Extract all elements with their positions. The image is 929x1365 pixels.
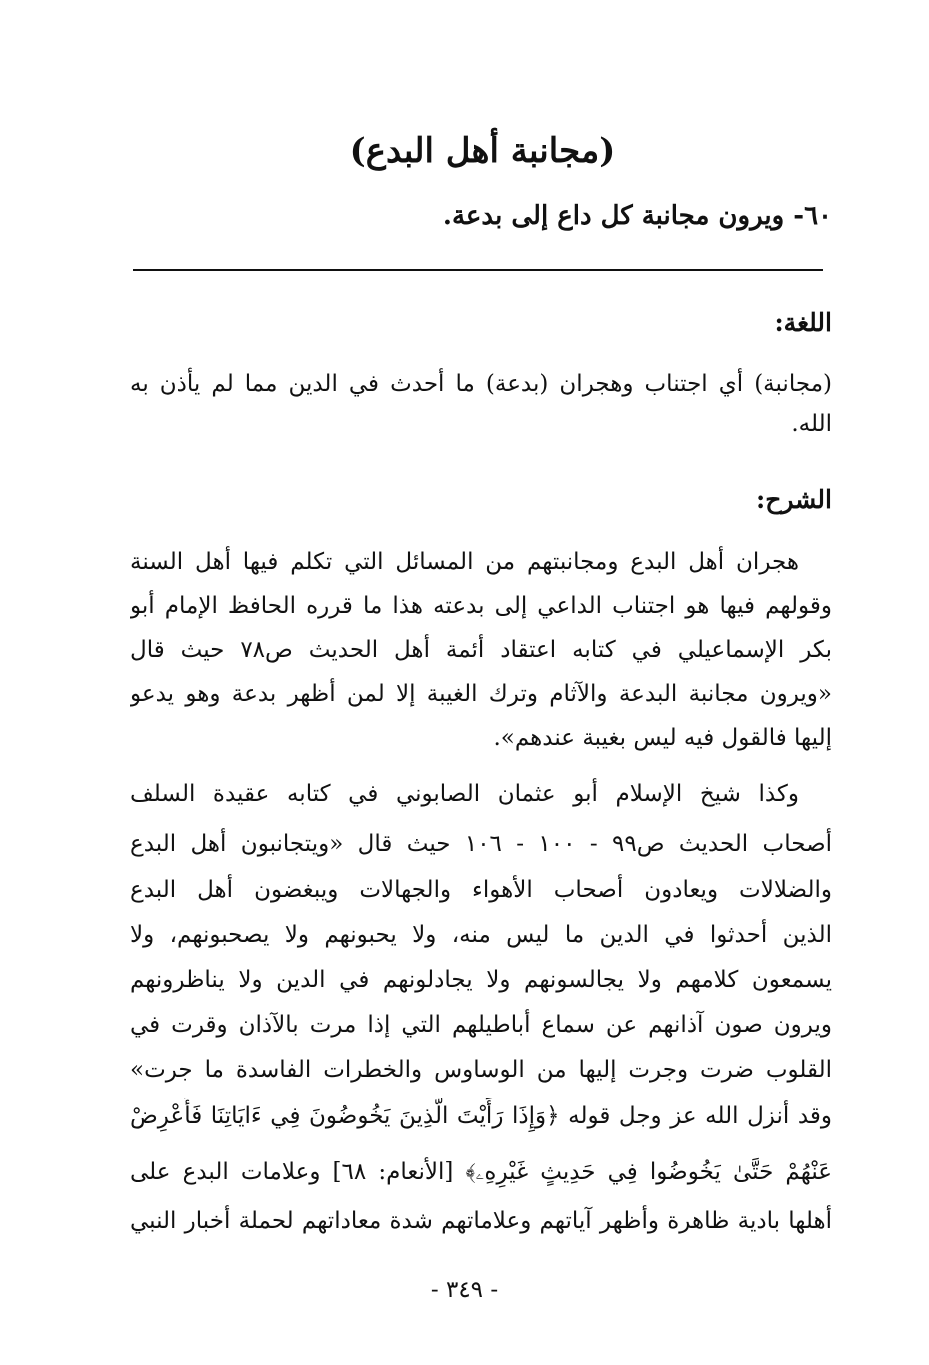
language-heading: اللغة: — [774, 308, 832, 337]
divider-line — [133, 269, 823, 271]
paragraph-line: «ويرون مجانبة البدعة والآثام وترك الغيبة إلا لمن أظهر بدعة وهو يدعو — [130, 681, 832, 707]
paragraph-line: أصحاب الحديث ص٩٩ - ١٠٠ - ١٠٦ حيث قال «ويتجانبون أهل البدع — [130, 831, 832, 857]
paragraph-line: الذين أحدثوا في الدين ما ليس منه، ولا يحبونهم ولا يصحبونهم، ولا — [130, 922, 832, 948]
paragraph-line: يسمعون كلامهم ولا يجالسونهم ولا يجادلونهم في الدين ولا يناظرونهم — [130, 967, 832, 993]
paragraph-line-quran: عَنْهُمْ حَتَّىٰ يَخُوضُوا فِي حَدِيثٍ غَيْرِهِۦ﴾ [الأنعام: ٦٨] وعلامات البدع على — [130, 1159, 832, 1185]
paragraph-line: وكذا شيخ الإسلام أبو عثمان الصابوني في كتابه عقيدة السلف — [130, 781, 799, 807]
chapter-title: (مجانبة أهل البدع) — [349, 131, 616, 171]
statement-text: ٦٠- ويرون مجانبة كل داع إلى بدعة. — [442, 201, 832, 231]
language-line: الله. — [791, 411, 832, 437]
language-line: (مجانبة) أي اجتناب وهجران (بدعة) ما أحدث في الدين مما لم يأذن به — [130, 371, 832, 397]
paragraph-line: وقولهم فيها هو اجتناب الداعي إلى بدعته هذا ما قرره الحافظ الإمام أبو — [130, 593, 832, 619]
page-number: - ٣٤٩ - — [430, 1277, 499, 1303]
paragraph-line: ويرون صون آذانهم عن سماع أباطيلهم التي إذا مرت بالآذان وقرت في — [130, 1012, 832, 1038]
paragraph-line: القلوب ضرت وجرت إليها من الوساوس والخطرات الفاسدة ما جرت» — [130, 1057, 832, 1083]
paragraph-line: بكر الإسماعيلي في كتابه اعتقاد أئمة أهل الحديث ص٧٨ حيث قال — [130, 637, 832, 663]
paragraph-line: والضلالات ويعادون أصحاب الأهواء والجهالات ويبغضون أهل البدع — [130, 877, 832, 903]
paragraph-line: إليها فالقول فيه ليس بغيبة عندهم». — [493, 725, 832, 751]
paragraph-line-quran: وقد أنزل الله عز وجل قوله ﴿وَإِذَا رَأَيْتَ الَّذِينَ يَخُوضُونَ فِي ءَايَاتِنَا فَأَعْرِضْ — [130, 1103, 832, 1129]
paragraph-line: هجران أهل البدع ومجانبتهم من المسائل التي تكلم فيها أهل السنة — [130, 549, 799, 575]
paragraph-line: أهلها بادية ظاهرة وأظهر آياتهم وعلاماتهم شدة معاداتهم لحملة أخبار النبي — [130, 1208, 832, 1234]
explanation-heading: الشرح: — [755, 485, 832, 514]
